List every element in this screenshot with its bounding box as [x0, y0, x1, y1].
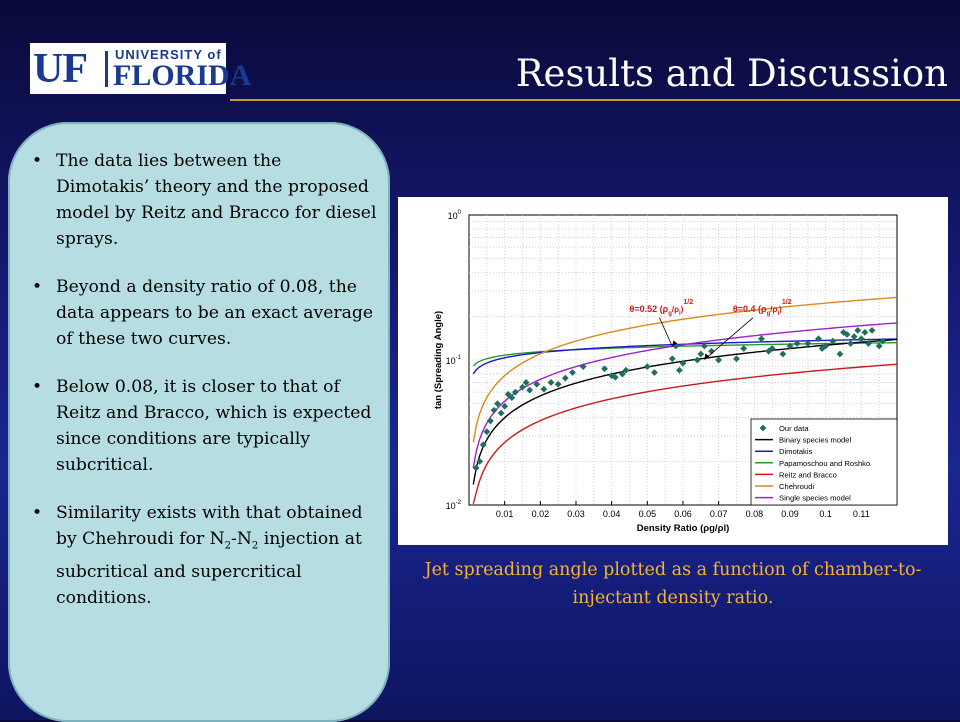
legend-entry: Reitz and Bracco — [779, 470, 837, 480]
bullet-item — [30, 274, 378, 352]
slide-title: Results and Discussion — [515, 52, 948, 95]
x-tick-label: 0.09 — [781, 509, 799, 519]
bullet-item — [30, 374, 378, 478]
y-tick-label: $10^0$ — [447, 210, 461, 221]
legend-entry: Single species model — [779, 493, 851, 503]
legend-entry: Dimotakis — [779, 447, 813, 457]
bullet-dot: • — [32, 277, 43, 297]
title-underline — [230, 99, 960, 101]
annotation-label: θ=0.52 $(\rho_g/\rho_l)1/2$ — [629, 298, 694, 317]
y-tick-label: $10^{-2}$ — [445, 500, 461, 511]
bullet-dot: • — [32, 503, 43, 523]
logo-university-text: UNIVERSITY of — [115, 47, 222, 62]
subscript: 2 — [251, 540, 259, 552]
x-tick-label: 0.04 — [602, 509, 621, 519]
legend-entry: Our data — [779, 424, 809, 433]
university-logo — [30, 43, 252, 94]
bullet-dot: • — [32, 151, 43, 171]
bullet-text-part: -N — [231, 529, 252, 549]
x-tick-label: 0.08 — [745, 509, 764, 519]
x-tick-label: 0.05 — [638, 509, 657, 519]
logo-divider — [105, 51, 108, 87]
bullet-text-part: injection at subcritical and supercritical conditions. — [56, 529, 362, 609]
bullet-item — [30, 148, 378, 252]
bullet-item — [30, 500, 378, 611]
bullet-text — [56, 503, 362, 608]
notes-panel — [8, 122, 390, 722]
bullet-text: Below 0.08, it is closer to that of Reitz and Bracco, which is expected since conditions are typically subcritical. — [56, 377, 372, 475]
bullet-text: The data lies between the Dimotakis’ theory and the proposed model by Reitz and Bracco for diesel sprays. — [56, 151, 377, 249]
logo-uf-text: UF — [33, 46, 87, 92]
bullet-text: Beyond a density ratio of 0.08, the data appears to be an exact average of these two curves. — [56, 277, 374, 349]
x-tick-label: 0.07 — [709, 509, 728, 519]
bullet-text-part: Similarity exists with that obtained by Chehroudi for N — [56, 503, 363, 549]
x-tick-label: 0.11 — [852, 509, 870, 519]
figure-caption: Jet spreading angle plotted as a function of chamber-to-injectant density ratio. — [424, 560, 922, 608]
bullet-list — [30, 148, 378, 633]
x-tick-label: 0.06 — [674, 509, 692, 519]
legend-entry: Papamoschou and Roshko — [779, 458, 871, 468]
legend-entry: Binary species model — [779, 435, 852, 445]
x-tick-label: 0.03 — [567, 509, 585, 519]
spreading-angle-chart — [398, 197, 948, 545]
bullet-dot: • — [32, 377, 43, 397]
y-tick-label: $10^{-1}$ — [445, 355, 461, 366]
subscript: 2 — [224, 540, 232, 552]
x-tick-label: 0.02 — [531, 509, 550, 519]
x-axis-label: Density Ratio (ρg/ρl) — [636, 523, 730, 534]
logo-florida-text: FLORIDA — [113, 59, 252, 92]
annotation-label: θ=0.4 $(\rho_g/\rho_l)1/2$ — [732, 298, 792, 317]
x-tick-label: 0.1 — [819, 509, 832, 519]
x-tick-label: 0.01 — [495, 509, 514, 519]
legend-entry: Chehroudi — [779, 482, 815, 491]
y-axis-label: tan (Spreading Angle) — [433, 310, 444, 410]
